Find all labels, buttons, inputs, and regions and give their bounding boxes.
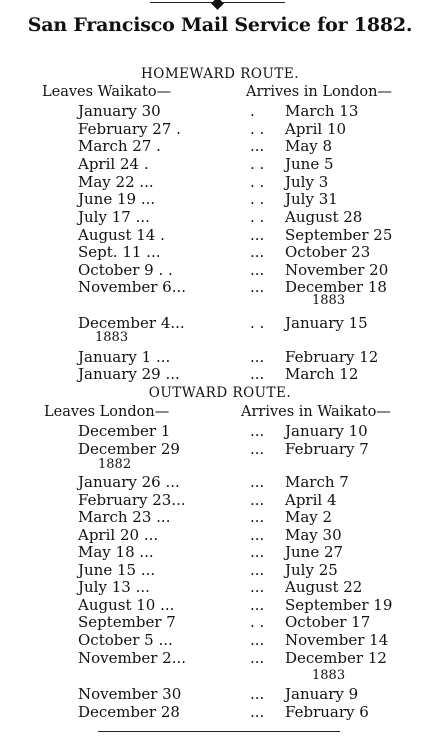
arrive-date: October 23 xyxy=(285,243,371,261)
outward-col-right: Arrives in Waikato— xyxy=(241,404,391,420)
leave-date: July 13 ... xyxy=(78,578,150,596)
leave-date: August 14 . xyxy=(78,226,165,244)
table-row xyxy=(0,561,440,579)
outward-heading: OUTWARD ROUTE. xyxy=(148,385,292,401)
separator-dots: . . xyxy=(250,314,265,332)
table-row xyxy=(0,631,440,649)
separator-dots: ... xyxy=(250,243,265,261)
arrive-date: June 27 xyxy=(285,543,344,561)
arrive-date: February 12 xyxy=(285,348,379,366)
top-rule xyxy=(150,2,285,3)
separator-dots: ... xyxy=(250,703,265,721)
arrive-date: March 7 xyxy=(285,473,349,491)
leave-date: October 9 . . xyxy=(78,261,173,279)
arrive-date: May 2 xyxy=(285,508,333,526)
separator-dots: . . xyxy=(250,190,265,208)
arrive-date: September 25 xyxy=(285,226,393,244)
table-row xyxy=(0,226,440,244)
arrive-date: December 12 xyxy=(285,649,387,667)
outward-year-left: 1882 xyxy=(98,457,132,472)
leave-date: February 23... xyxy=(78,491,186,509)
separator-dots: ... xyxy=(250,508,265,526)
arrive-date: February 6 xyxy=(285,703,369,721)
separator-dots: ... xyxy=(250,473,265,491)
table-row xyxy=(0,102,440,120)
table-row xyxy=(0,685,440,703)
arrive-date: November 14 xyxy=(285,631,389,649)
separator-dots: ... xyxy=(250,422,265,440)
leave-date: April 24 . xyxy=(78,155,149,173)
leave-date: December 28 xyxy=(78,703,180,721)
table-row xyxy=(0,137,440,155)
arrive-date: May 8 xyxy=(285,137,333,155)
table-row xyxy=(0,491,440,509)
arrive-date: December 18 xyxy=(285,278,387,296)
table-row xyxy=(0,261,440,279)
table-row xyxy=(0,596,440,614)
arrive-date: July 25 xyxy=(285,561,338,579)
arrive-date: May 30 xyxy=(285,526,342,544)
table-row xyxy=(0,208,440,226)
separator-dots: ... xyxy=(250,440,265,458)
homeward-year-left: 1883 xyxy=(95,330,129,345)
leave-date: Sept. 11 ... xyxy=(78,243,161,261)
table-row xyxy=(0,526,440,544)
leave-date: December 1 xyxy=(78,422,171,440)
ornament-diamond xyxy=(211,0,224,10)
table-row xyxy=(0,473,440,491)
table-row xyxy=(0,348,440,366)
arrive-date: January 9 xyxy=(285,685,359,703)
table-row xyxy=(0,578,440,596)
leave-date: June 19 ... xyxy=(78,190,156,208)
arrive-date: February 7 xyxy=(285,440,369,458)
separator-dots: . . xyxy=(250,173,265,191)
leave-date: December 4... xyxy=(78,314,185,332)
leave-date: November 30 xyxy=(78,685,182,703)
separator-dots: ... xyxy=(250,561,265,579)
arrive-date: September 19 xyxy=(285,596,393,614)
leave-date: August 10 ... xyxy=(78,596,175,614)
table-row xyxy=(0,278,440,296)
separator-dots: . xyxy=(250,102,255,120)
arrive-date: November 20 xyxy=(285,261,389,279)
leave-date: April 20 ... xyxy=(78,526,159,544)
separator-dots: ... xyxy=(250,526,265,544)
homeward-heading: HOMEWARD ROUTE. xyxy=(140,66,299,82)
arrive-date: January 10 xyxy=(285,422,368,440)
table-row xyxy=(0,613,440,631)
homeward-col-right: Arrives in London— xyxy=(246,84,392,100)
leave-date: January 26 ... xyxy=(78,473,180,491)
leave-date: July 17 ... xyxy=(78,208,150,226)
separator-dots: ... xyxy=(250,543,265,561)
arrive-date: April 10 xyxy=(285,120,347,138)
arrive-date: March 13 xyxy=(285,102,359,120)
leave-date: January 30 xyxy=(78,102,161,120)
separator-dots: . . xyxy=(250,613,265,631)
outward-col-left: Leaves London— xyxy=(44,404,170,420)
separator-dots: ... xyxy=(250,365,265,383)
arrive-date: July 3 xyxy=(285,173,329,191)
arrive-date: August 28 xyxy=(285,208,363,226)
separator-dots: ... xyxy=(250,261,265,279)
leave-date: September 7 xyxy=(78,613,176,631)
separator-dots: ... xyxy=(250,685,265,703)
page-title: San Francisco Mail Service for 1882. xyxy=(27,14,413,36)
table-row xyxy=(0,508,440,526)
table-row xyxy=(0,173,440,191)
separator-dots: . . xyxy=(250,208,265,226)
table-row xyxy=(0,543,440,561)
leave-date: November 6... xyxy=(78,278,186,296)
leave-date: May 22 ... xyxy=(78,173,154,191)
arrive-date: June 5 xyxy=(285,155,334,173)
table-row xyxy=(0,422,440,440)
table-row xyxy=(0,703,440,721)
outward-year-right: 1883 xyxy=(312,668,346,683)
separator-dots: . . xyxy=(250,120,265,138)
table-row xyxy=(0,365,440,383)
separator-dots: ... xyxy=(250,596,265,614)
arrive-date: April 4 xyxy=(285,491,337,509)
leave-date: December 29 xyxy=(78,440,180,458)
leave-date: February 27 . xyxy=(78,120,181,138)
separator-dots: ... xyxy=(250,631,265,649)
arrive-date: August 22 xyxy=(285,578,363,596)
separator-dots: ... xyxy=(250,491,265,509)
separator-dots: ... xyxy=(250,137,265,155)
separator-dots: . . xyxy=(250,155,265,173)
table-row xyxy=(0,649,440,667)
homeward-col-left: Leaves Waikato— xyxy=(42,84,172,100)
arrive-date: October 17 xyxy=(285,613,371,631)
leave-date: October 5 ... xyxy=(78,631,173,649)
table-row xyxy=(0,120,440,138)
separator-dots: ... xyxy=(250,348,265,366)
separator-dots: ... xyxy=(250,578,265,596)
arrive-date: March 12 xyxy=(285,365,359,383)
table-row xyxy=(0,440,440,458)
leave-date: January 29 ... xyxy=(78,365,180,383)
leave-date: March 27 . xyxy=(78,137,161,155)
homeward-year-right: 1883 xyxy=(312,293,346,308)
table-row xyxy=(0,243,440,261)
leave-date: November 2... xyxy=(78,649,186,667)
table-row xyxy=(0,190,440,208)
leave-date: May 18 ... xyxy=(78,543,154,561)
bottom-rule xyxy=(98,731,340,732)
separator-dots: ... xyxy=(250,226,265,244)
arrive-date: July 31 xyxy=(285,190,338,208)
table-row xyxy=(0,314,440,332)
leave-date: June 15 ... xyxy=(78,561,156,579)
leave-date: March 23 ... xyxy=(78,508,171,526)
leave-date: January 1 ... xyxy=(78,348,171,366)
arrive-date: January 15 xyxy=(285,314,368,332)
separator-dots: ... xyxy=(250,278,265,296)
separator-dots: ... xyxy=(250,649,265,667)
table-row xyxy=(0,155,440,173)
